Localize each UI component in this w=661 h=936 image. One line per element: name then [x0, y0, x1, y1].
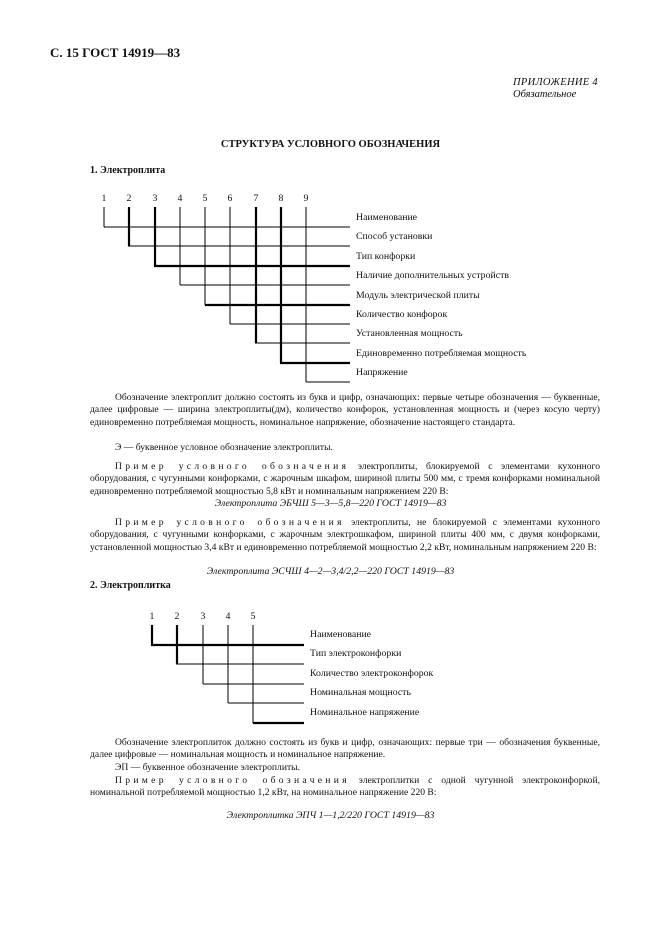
diagram-1-number: 5 [202, 193, 208, 204]
diagram-2-number: 4 [225, 611, 231, 622]
document-title: СТРУКТУРА УСЛОВНОГО ОБОЗНАЧЕНИЯ [220, 139, 441, 150]
diagram-1-label: Количество конфорок [356, 309, 448, 320]
paragraph-text: Обозначение электроплиток должно состоять из букв и цифр, означающих: первые три — обозначения буквенные, далее цифровые — номинальная мощность и номинальное напряжение. [90, 737, 600, 761]
example-designation: Электроплита ЭБЧШ 5—3—5,8—220 ГОСТ 14919—83 [214, 498, 447, 509]
section-1-heading: 1. Электроплита [90, 165, 166, 176]
example-designation: Электроплита ЭСЧШ 4—2—3,4/2,2—220 ГОСТ 14919—83 [206, 566, 455, 577]
example-text: электроплиты, не блокируемой с элементами кухонного оборудования, с чугунными конфорками, с жарочным электрошкафом, шириной плиты 400 мм, с двумя конфорками, установленной мощностью 3,4 кВт и единовременно потребляемой мощностью 2,2 кВт, номинальным напряжением 220 В: [90, 517, 600, 553]
appendix-status: Обязательное [513, 89, 577, 100]
diagram-2-label: Номинальное напряжение [310, 707, 420, 718]
diagram-1-label: Установленная мощность [356, 328, 463, 339]
appendix-number: ПРИЛОЖЕНИЕ 4 [513, 77, 598, 88]
example-text: электроплиты, блокируемой с элементами кухонного оборудования, с чугунными конфорками, с жарочным шкафом, шириной плиты 500 мм, с тремя конфорками номинальной единовременно потребляемой мощностью 5,8 кВт и номинальным напряжением 220 В: [90, 461, 601, 497]
page-header: С. 15 ГОСТ 14919—83 [50, 45, 181, 60]
diagram-1-number: 6 [227, 193, 233, 204]
diagram-2-label: Количество электроконфорок [310, 668, 434, 679]
diagram-1-number: 9 [303, 193, 309, 204]
diagram-2-number: 5 [250, 611, 256, 622]
diagram-2-label: Тип электроконфорки [310, 648, 402, 659]
example-lead: Пример условного обозначения [115, 517, 345, 528]
example-lead: Пример условного обозначения [115, 461, 350, 472]
diagram-1-number: 4 [177, 193, 183, 204]
diagram-2-label: Номинальная мощность [310, 687, 411, 698]
diagram-1-number: 1 [101, 193, 107, 204]
diagram-1-number: 8 [278, 193, 284, 204]
example-designation: Электроплитка ЭПЧ 1—1,2/220 ГОСТ 14919—83 [226, 810, 435, 821]
example-text: электроплитки с одной чугунной электроконфоркой, номинальной потребляемой мощностью 1,2 кВт, на номинальное напряжение 220 В: [90, 775, 600, 799]
diagram-1-label: Модуль электрической плиты [356, 290, 480, 301]
diagram-1-number: 7 [253, 193, 259, 204]
diagram-2-label: Наименование [310, 629, 372, 640]
section-2-heading: 2. Электроплитка [90, 580, 171, 591]
diagram-1-label: Наименование [356, 212, 418, 223]
example-lead: Пример условного обозначения [115, 775, 350, 786]
paragraph [90, 737, 600, 762]
paragraph [90, 762, 600, 774]
diagram-2-number: 2 [174, 611, 180, 622]
diagram-1-label: Наличие дополнительных устройств [356, 270, 509, 281]
diagram-1-label: Тип конфорки [356, 251, 416, 262]
diagram-1-label: Напряжение [356, 367, 408, 378]
diagram-1-label: Единовременно потребляемая мощность [356, 348, 527, 359]
paragraph-text: Обозначение электроплит должно состоять из букв и цифр, означающих: первые четыре обозначения — буквенные, далее цифровые — ширина электроплиты(дм), количество конфорок, установленная мощность и (через косую черту) единовременно потребляемая мощность, номинальное напряжение, обозначение настоящего стандарта. [90, 392, 600, 428]
diagram-1-number: 2 [126, 193, 132, 204]
diagram-1-label: Способ установки [356, 231, 433, 242]
paragraph-text: Э — буквенное условное обозначение электроплиты. [115, 442, 333, 453]
diagram-2-number: 1 [149, 611, 155, 622]
diagram-2-number: 3 [200, 611, 206, 622]
example-paragraph [90, 775, 600, 800]
paragraph-text: ЭП — буквенное обозначение электроплиты. [115, 762, 300, 773]
diagram-1-number: 3 [152, 193, 158, 204]
